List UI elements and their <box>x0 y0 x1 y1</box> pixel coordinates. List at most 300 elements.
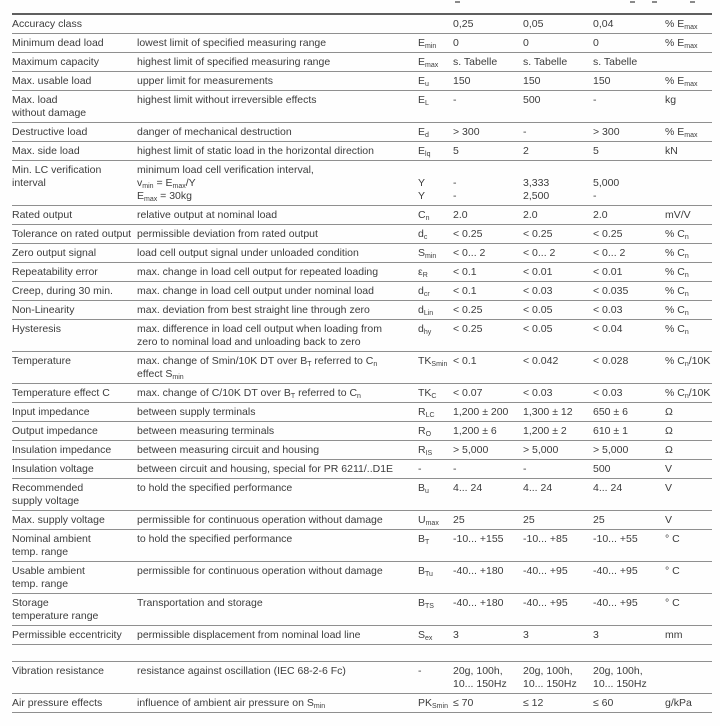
value-cell-1-line: s. Tabelle <box>453 56 498 68</box>
parameter-cell <box>12 94 137 120</box>
value-cell-3-line: s. Tabelle <box>593 56 638 68</box>
value-cell-2 <box>523 75 593 88</box>
parameter-cell <box>12 304 137 317</box>
value-cell-2 <box>523 247 593 260</box>
value-cell-2-line: s. Tabelle <box>523 56 568 68</box>
unit-cell <box>665 94 712 120</box>
parameter-cell-line: interval <box>12 177 46 189</box>
cut-off-text-fragment <box>630 1 635 3</box>
description-cell <box>137 665 418 691</box>
description-cell <box>137 37 418 50</box>
spec-table <box>12 13 712 713</box>
symbol-cell-line: $E_{max}$ <box>418 56 439 69</box>
description-cell-line: max. change of C/10K DT over $B_T$ referred to $C_n$ <box>137 387 361 400</box>
symbol-cell-line: $U_{max}$ <box>418 514 439 527</box>
value-cell-1-line: 3 <box>453 629 459 641</box>
value-cell-3-line: 150 <box>593 75 611 87</box>
symbol-cell <box>418 565 453 591</box>
value-cell-1-line: -40... +180 <box>453 597 504 609</box>
symbol-cell-line: $E_L$ <box>418 94 429 107</box>
unit-cell-line: mV/V <box>665 209 691 221</box>
unit-cell <box>665 444 712 457</box>
unit-cell-line: % $E_{max}$ <box>665 18 698 31</box>
value-cell-2 <box>523 533 593 559</box>
symbol-cell-line: $R_{IS}$ <box>418 444 433 457</box>
table-row <box>12 562 712 594</box>
description-cell <box>137 629 418 642</box>
parameter-cell-line: Air pressure effects <box>12 697 103 709</box>
description-cell <box>137 285 418 298</box>
value-cell-3-line: 10... 150Hz <box>593 678 647 690</box>
parameter-cell <box>12 425 137 438</box>
description-cell-line: zero to nominal load and unloading back to zero <box>137 336 361 348</box>
table-row <box>12 206 712 225</box>
value-cell-2-line: -40... +95 <box>523 597 568 609</box>
description-cell <box>137 425 418 438</box>
parameter-cell-line: Input impedance <box>12 406 90 418</box>
value-cell-1-line: - <box>453 177 457 189</box>
description-cell <box>137 304 418 317</box>
value-cell-1 <box>453 75 523 88</box>
value-cell-2 <box>523 355 593 381</box>
table-row <box>12 479 712 511</box>
parameter-cell-line: Repeatability error <box>12 266 98 278</box>
table-row <box>12 511 712 530</box>
symbol-cell-line: $B_T$ <box>418 533 430 546</box>
value-cell-3 <box>593 355 665 381</box>
value-cell-3 <box>593 463 665 476</box>
table-row <box>12 53 712 72</box>
value-cell-3-line: 0,04 <box>593 18 614 30</box>
parameter-cell <box>12 126 137 139</box>
description-cell-line: between measuring circuit and housing <box>137 444 320 456</box>
description-cell-line: permissible displacement from nominal load line <box>137 629 361 641</box>
symbol-cell-line: $E_{lq}$ <box>418 145 431 158</box>
value-cell-3-line: < 0.035 <box>593 285 629 297</box>
description-cell-line: influence of ambient air pressure on $S_{min}$ <box>137 697 326 710</box>
symbol-cell-line: - <box>418 665 422 677</box>
value-cell-1 <box>453 565 523 591</box>
value-cell-2-line: 3 <box>523 629 529 641</box>
value-cell-1-line: ≤ 70 <box>453 697 474 709</box>
value-cell-2-line: 25 <box>523 514 535 526</box>
value-cell-2 <box>523 387 593 400</box>
symbol-cell-line: $R_{LC}$ <box>418 406 435 419</box>
value-cell-3-line: < 0... 2 <box>593 247 626 259</box>
value-cell-1-line: 1,200 ± 6 <box>453 425 497 437</box>
description-cell-line: highest limit of static load in the horizontal direction <box>137 145 374 157</box>
unit-cell-line: g/kPa <box>665 697 692 709</box>
parameter-cell-line: Zero output signal <box>12 247 97 259</box>
unit-cell-line: % $C_n$ <box>665 285 689 298</box>
description-cell-line: lowest limit of specified measuring range <box>137 37 327 49</box>
parameter-cell <box>12 533 137 559</box>
value-cell-3 <box>593 209 665 222</box>
unit-cell-line: Ω <box>665 444 673 456</box>
value-cell-3 <box>593 247 665 260</box>
unit-cell <box>665 355 712 381</box>
parameter-cell-line: Insulation impedance <box>12 444 112 456</box>
value-cell-3 <box>593 665 665 691</box>
value-cell-3-line: - <box>593 94 597 106</box>
symbol-cell-line: $d_{Lin}$ <box>418 304 434 317</box>
value-cell-1 <box>453 463 523 476</box>
value-cell-1-line: < 0.1 <box>453 266 477 278</box>
value-cell-1 <box>453 126 523 139</box>
unit-cell-line: % $C_n/10K$ <box>665 387 711 400</box>
value-cell-1-line: 4... 24 <box>453 482 483 494</box>
description-cell-line: to hold the specified performance <box>137 533 293 545</box>
symbol-cell <box>418 145 453 158</box>
description-cell <box>137 355 418 381</box>
unit-cell <box>665 56 712 69</box>
symbol-cell-line: $E_u$ <box>418 75 429 88</box>
value-cell-2-line: 1,300 ± 12 <box>523 406 573 418</box>
symbol-cell <box>418 514 453 527</box>
unit-cell <box>665 597 712 623</box>
table-row <box>12 244 712 263</box>
symbol-cell <box>418 75 453 88</box>
parameter-cell <box>12 209 137 222</box>
value-cell-1 <box>453 164 523 203</box>
symbol-cell-line: $TK_C$ <box>418 387 437 400</box>
parameter-cell-line: Accuracy class <box>12 18 83 30</box>
unit-cell <box>665 266 712 279</box>
value-cell-1 <box>453 285 523 298</box>
table-row <box>12 460 712 479</box>
parameter-cell-line: Storage <box>12 597 49 609</box>
value-cell-3 <box>593 597 665 623</box>
symbol-cell <box>418 94 453 120</box>
value-cell-3 <box>593 565 665 591</box>
unit-cell <box>665 387 712 400</box>
value-cell-1-line: < 0.1 <box>453 285 477 297</box>
value-cell-1-line: - <box>453 94 457 106</box>
value-cell-1 <box>453 425 523 438</box>
value-cell-1-line: 2.0 <box>453 209 468 221</box>
symbol-cell-line: $E_{min}$ <box>418 37 437 50</box>
value-cell-3 <box>593 228 665 241</box>
parameter-cell <box>12 355 137 381</box>
symbol-cell <box>418 355 453 381</box>
unit-cell-line: ° C <box>665 533 680 545</box>
unit-cell-line: % $C_n$ <box>665 304 689 317</box>
unit-cell-line: % $E_{max}$ <box>665 75 698 88</box>
description-cell-line: $v_{min} = E_{max}/Y$ <box>137 177 196 190</box>
symbol-cell <box>418 597 453 623</box>
unit-cell <box>665 482 712 508</box>
value-cell-3 <box>593 56 665 69</box>
value-cell-1-line: < 0.25 <box>453 304 483 316</box>
value-cell-2-line: 500 <box>523 94 541 106</box>
parameter-cell <box>12 56 137 69</box>
symbol-cell <box>418 463 453 476</box>
parameter-cell <box>12 387 137 400</box>
symbol-cell <box>418 164 453 203</box>
parameter-cell-line: Usable ambient <box>12 565 85 577</box>
value-cell-1-line: 1,200 ± 200 <box>453 406 509 418</box>
table-row <box>12 626 712 645</box>
value-cell-2 <box>523 285 593 298</box>
value-cell-3-line: < 0.028 <box>593 355 629 367</box>
symbol-cell <box>418 387 453 400</box>
description-cell <box>137 323 418 349</box>
value-cell-1 <box>453 355 523 381</box>
value-cell-2 <box>523 37 593 50</box>
symbol-cell-line: $B_{TS}$ <box>418 597 434 610</box>
symbol-cell <box>418 323 453 349</box>
symbol-cell-line: $TK_{Smin}$ <box>418 355 448 368</box>
unit-cell <box>665 323 712 349</box>
value-cell-2 <box>523 444 593 457</box>
value-cell-3 <box>593 482 665 508</box>
table-row <box>12 91 712 123</box>
symbol-cell <box>418 209 453 222</box>
value-cell-2 <box>523 228 593 241</box>
value-cell-1-line: < 0.07 <box>453 387 483 399</box>
symbol-cell-line: $S_{min}$ <box>418 247 437 260</box>
value-cell-1-line: > 300 <box>453 126 480 138</box>
symbol-cell-line: $d_{cr}$ <box>418 285 430 298</box>
value-cell-1 <box>453 18 523 31</box>
value-cell-3-line: 5,000 <box>593 177 620 189</box>
parameter-cell <box>12 75 137 88</box>
description-cell-line: minimum load cell verification interval, <box>137 164 314 176</box>
description-cell <box>137 406 418 419</box>
symbol-cell-line: $d_c$ <box>418 228 428 241</box>
unit-cell <box>665 565 712 591</box>
description-cell <box>137 533 418 559</box>
unit-cell-line: ° C <box>665 565 680 577</box>
table-row <box>12 142 712 161</box>
parameter-cell <box>12 629 137 642</box>
value-cell-2-line: < 0.042 <box>523 355 559 367</box>
value-cell-1 <box>453 94 523 120</box>
parameter-cell-line: Permissible eccentricity <box>12 629 122 641</box>
value-cell-3-line: -10... +55 <box>593 533 638 545</box>
value-cell-3 <box>593 145 665 158</box>
parameter-cell-line: Max. load <box>12 94 58 106</box>
value-cell-1 <box>453 514 523 527</box>
description-cell-line: Transportation and storage <box>137 597 263 609</box>
symbol-cell-line: $d_{hy}$ <box>418 323 432 336</box>
parameter-cell <box>12 37 137 50</box>
value-cell-1-line: - <box>453 463 457 475</box>
unit-cell <box>665 37 712 50</box>
value-cell-2-line <box>523 164 593 177</box>
description-cell <box>137 387 418 400</box>
unit-cell-line: ° C <box>665 597 680 609</box>
parameter-cell-line: Vibration resistance <box>12 665 105 677</box>
value-cell-2-line: 150 <box>523 75 541 87</box>
symbol-cell <box>418 482 453 508</box>
description-cell-line: relative output at nominal load <box>137 209 278 221</box>
symbol-cell-line: $B_{Tu}$ <box>418 565 433 578</box>
description-cell-line: between measuring terminals <box>137 425 275 437</box>
value-cell-3 <box>593 18 665 31</box>
value-cell-3 <box>593 266 665 279</box>
value-cell-1 <box>453 533 523 559</box>
value-cell-2-line: - <box>523 463 527 475</box>
value-cell-2 <box>523 94 593 120</box>
unit-cell <box>665 406 712 419</box>
value-cell-3 <box>593 75 665 88</box>
table-row <box>12 662 712 694</box>
cut-off-text-fragment <box>690 1 695 3</box>
description-cell <box>137 164 418 203</box>
parameter-cell-line: supply voltage <box>12 495 80 507</box>
value-cell-3-line: < 0.04 <box>593 323 623 335</box>
description-cell <box>137 75 418 88</box>
symbol-cell <box>418 126 453 139</box>
description-cell-line: max. deviation from best straight line through zero <box>137 304 370 316</box>
value-cell-1 <box>453 406 523 419</box>
symbol-cell <box>418 444 453 457</box>
parameter-cell <box>12 266 137 279</box>
parameter-cell <box>12 665 137 691</box>
parameter-cell-line: Max. usable load <box>12 75 92 87</box>
value-cell-1 <box>453 304 523 317</box>
symbol-cell <box>418 425 453 438</box>
table-row <box>12 282 712 301</box>
parameter-cell <box>12 18 137 31</box>
value-cell-1-line: 25 <box>453 514 465 526</box>
parameter-cell <box>12 444 137 457</box>
description-cell-line: effect $S_{min}$ <box>137 368 184 381</box>
symbol-cell-line: $B_u$ <box>418 482 429 495</box>
parameter-cell <box>12 482 137 508</box>
value-cell-1 <box>453 387 523 400</box>
unit-cell <box>665 285 712 298</box>
value-cell-3-line: 20g, 100h, <box>593 665 643 677</box>
symbol-cell <box>418 406 453 419</box>
unit-cell-line: % $C_n$ <box>665 323 689 336</box>
description-cell-line: highest limit without irreversible effects <box>137 94 317 106</box>
unit-cell-line <box>665 164 712 177</box>
parameter-cell <box>12 145 137 158</box>
description-cell <box>137 18 418 31</box>
value-cell-3-line: < 0.01 <box>593 266 623 278</box>
symbol-cell-line: $E_d$ <box>418 126 429 139</box>
value-cell-3-line: 3 <box>593 629 599 641</box>
unit-cell-line: V <box>665 514 673 526</box>
value-cell-1 <box>453 444 523 457</box>
value-cell-2-line: < 0.03 <box>523 285 553 297</box>
value-cell-3-line: - <box>593 190 597 202</box>
value-cell-1 <box>453 665 523 691</box>
value-cell-3-line: -40... +95 <box>593 597 638 609</box>
symbol-cell <box>418 665 453 691</box>
value-cell-2-line: 2 <box>523 145 529 157</box>
value-cell-2-line: -10... +85 <box>523 533 568 545</box>
value-cell-1 <box>453 697 523 710</box>
parameter-cell <box>12 697 137 710</box>
description-cell-line: permissible for continuous operation without damage <box>137 565 383 577</box>
symbol-cell <box>418 247 453 260</box>
parameter-cell-line: Tolerance on rated output <box>12 228 132 240</box>
table-row <box>12 123 712 142</box>
symbol-cell <box>418 37 453 50</box>
symbol-cell-line: $\varepsilon_R$ <box>418 266 428 279</box>
value-cell-1-line: 5 <box>453 145 459 157</box>
unit-cell-line: % $C_n$ <box>665 266 689 279</box>
unit-cell-line: Ω <box>665 406 673 418</box>
value-cell-1 <box>453 56 523 69</box>
value-cell-3-line: < 0.25 <box>593 228 623 240</box>
value-cell-1 <box>453 37 523 50</box>
parameter-cell-line: Creep, during 30 min. <box>12 285 113 297</box>
parameter-cell-line: Minimum dead load <box>12 37 104 49</box>
value-cell-2-line: 20g, 100h, <box>523 665 573 677</box>
value-cell-2-line: < 0.01 <box>523 266 553 278</box>
description-cell <box>137 565 418 591</box>
value-cell-3 <box>593 37 665 50</box>
parameter-cell-line: Maximum capacity <box>12 56 99 68</box>
value-cell-3 <box>593 285 665 298</box>
value-cell-3 <box>593 304 665 317</box>
symbol-cell <box>418 228 453 241</box>
value-cell-3 <box>593 533 665 559</box>
parameter-cell <box>12 164 137 203</box>
value-cell-2 <box>523 482 593 508</box>
description-cell <box>137 482 418 508</box>
value-cell-2-line: 4... 24 <box>523 482 553 494</box>
table-row <box>12 352 712 384</box>
value-cell-2-line: < 0.05 <box>523 323 553 335</box>
value-cell-3-line: 650 ± 6 <box>593 406 628 418</box>
value-cell-2-line: 0 <box>523 37 529 49</box>
unit-cell <box>665 228 712 241</box>
parameter-cell-line: Non-Linearity <box>12 304 75 316</box>
symbol-cell <box>418 285 453 298</box>
description-cell-line: max. difference in load cell output when loading from <box>137 323 382 335</box>
description-cell-line: max. change in load cell output under nominal load <box>137 285 374 297</box>
value-cell-2 <box>523 425 593 438</box>
value-cell-1-line: 10... 150Hz <box>453 678 507 690</box>
value-cell-1-line: 20g, 100h, <box>453 665 503 677</box>
symbol-cell <box>418 304 453 317</box>
value-cell-3-line: ≤ 60 <box>593 697 614 709</box>
table-row <box>12 72 712 91</box>
description-cell <box>137 56 418 69</box>
parameter-cell-line: Nominal ambient <box>12 533 91 545</box>
description-cell-line: between supply terminals <box>137 406 256 418</box>
value-cell-3 <box>593 406 665 419</box>
symbol-cell-line: - <box>418 463 422 475</box>
value-cell-1-line: -10... +155 <box>453 533 504 545</box>
unit-cell <box>665 533 712 559</box>
value-cell-2-line: < 0... 2 <box>523 247 556 259</box>
value-cell-3-line: > 300 <box>593 126 620 138</box>
unit-cell <box>665 247 712 260</box>
description-cell-line: to hold the specified performance <box>137 482 293 494</box>
value-cell-1 <box>453 228 523 241</box>
value-cell-2 <box>523 145 593 158</box>
value-cell-3-line: < 0.03 <box>593 387 623 399</box>
value-cell-3-line: > 5,000 <box>593 444 629 456</box>
unit-cell-line: kg <box>665 94 677 106</box>
description-cell-line: upper limit for measurements <box>137 75 273 87</box>
value-cell-3 <box>593 629 665 642</box>
description-cell-line: danger of mechanical destruction <box>137 126 292 138</box>
parameter-cell-line: Destructive load <box>12 126 88 138</box>
description-cell <box>137 209 418 222</box>
table-row <box>12 34 712 53</box>
description-cell <box>137 697 418 710</box>
description-cell-line: permissible for continuous operation without damage <box>137 514 383 526</box>
value-cell-2-line: 0,05 <box>523 18 544 30</box>
table-row <box>12 384 712 403</box>
